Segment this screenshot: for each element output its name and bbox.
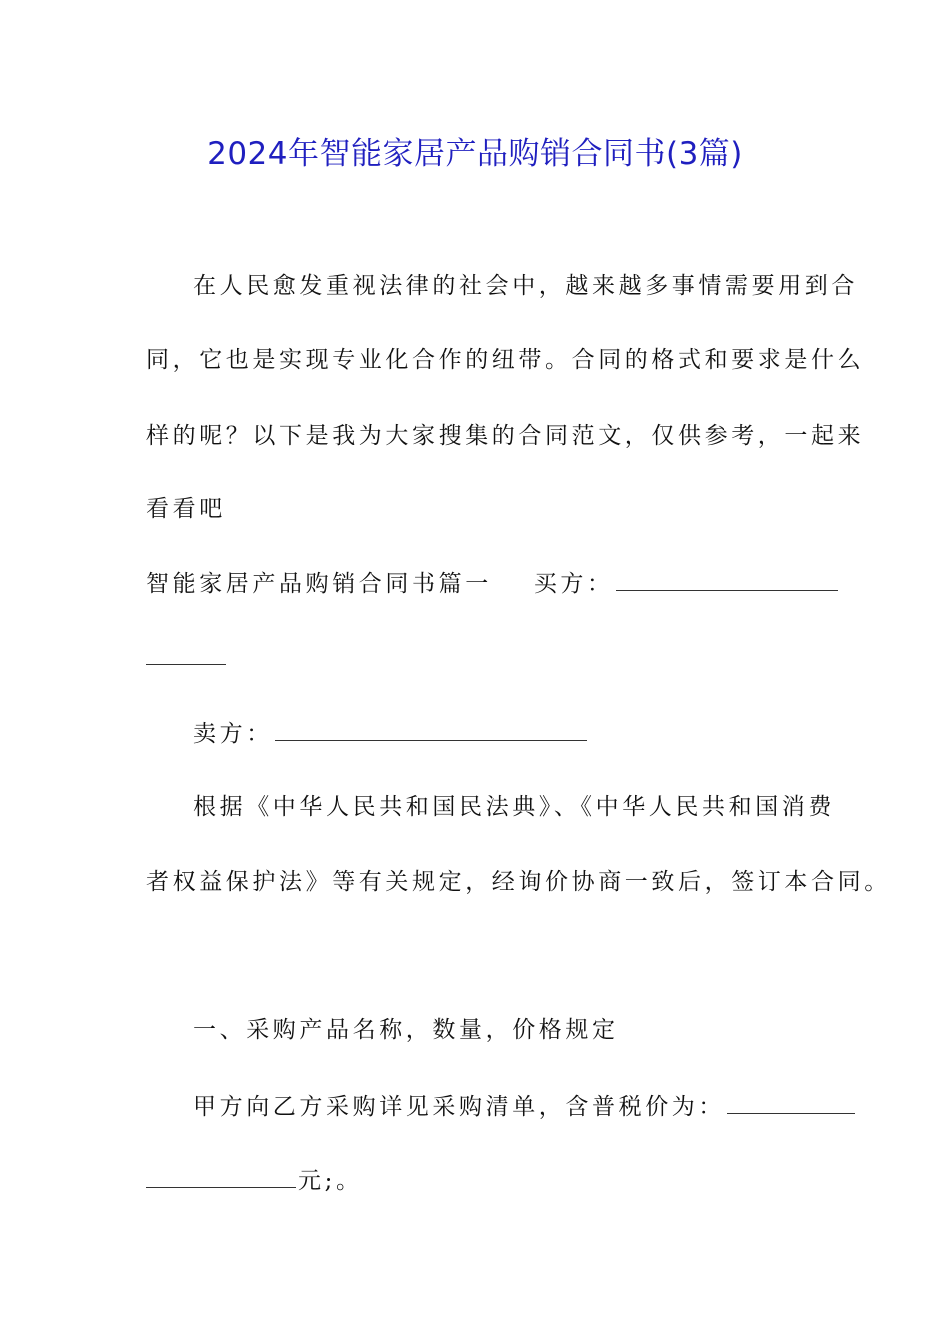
- intro-line-4: 看看吧: [146, 496, 226, 522]
- basis-line-2: 者权益保护法》等有关规定，经询价协商一致后，签订本合同。: [146, 869, 891, 895]
- buyer-label: 买方：: [533, 571, 614, 597]
- document-title: 2024年智能家居产品购销合同书(3篇): [207, 136, 743, 172]
- intro-line-2: 同，它也是实现专业化合作的纽带。合同的格式和要求是什么: [146, 347, 865, 373]
- seller-blank: [275, 739, 587, 741]
- buyer-blank-continued-row: [146, 640, 226, 676]
- price-blank: [727, 1112, 855, 1114]
- article-heading: 智能家居产品购销合同书篇一: [146, 571, 492, 597]
- price-blank-continued: [146, 1186, 296, 1188]
- section-1-heading: 一、采购产品名称，数量，价格规定: [193, 1017, 619, 1043]
- price-unit: 元;。: [298, 1168, 363, 1194]
- purchase-text: 甲方向乙方采购详见采购清单，含普税价为：: [193, 1094, 725, 1120]
- seller-label: 卖方：: [193, 721, 273, 747]
- basis-line-1: 根据《中华人民共和国民法典》、《中华人民共和国消费: [193, 794, 835, 820]
- intro-line-3: 样的呢？以下是我为大家搜集的合同范文，仅供参考，一起来: [146, 423, 865, 449]
- purchase-row-2: [146, 1163, 363, 1199]
- buyer-blank: [616, 589, 838, 591]
- article-heading-row: [146, 566, 838, 602]
- seller-row: [193, 716, 587, 752]
- buyer-blank-continued: [146, 663, 226, 665]
- purchase-row-1: [193, 1089, 855, 1125]
- intro-line-1: 在人民愈发重视法律的社会中，越来越多事情需要用到合: [193, 273, 858, 299]
